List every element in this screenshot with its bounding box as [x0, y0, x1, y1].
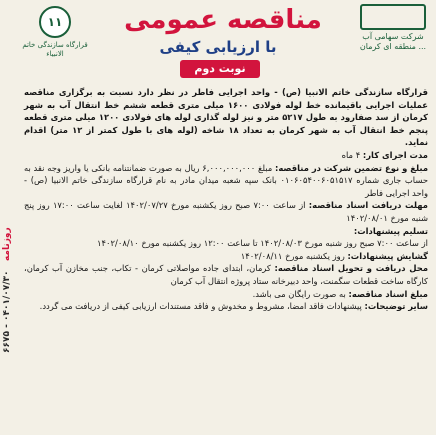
- open-value: روز یکشنبه مورخ ۱۴۰۲/۰۸/۱۱: [240, 250, 345, 261]
- fee-label: مبلغ اسناد مناقصه:: [348, 288, 428, 299]
- receive-label: مهلت دریافت اسناد مناقصه:: [308, 200, 428, 211]
- fee-line: [24, 288, 428, 301]
- place-value: کرمان، ابتدای جاده مواصلاتی کرمان - تکاب، جنب مخازن آب کرمان، کارگاه ساخت قطعات سگمنت، واحد دبیرخانه ستاد پروژه انتقال آب کرمان: [24, 263, 428, 286]
- side-strip-text: [2, 145, 16, 435]
- duration-value: ۴ ماه: [341, 149, 361, 160]
- issue-code: ۰۴۰۱/۰۷/۳۰ - ۶۶۷۵: [2, 270, 12, 353]
- paper-name: روزنامه: [2, 227, 12, 261]
- guarantee-label: مبلغ و نوع تضمین شرکت در مناقصه:: [274, 162, 429, 173]
- place-line: [24, 262, 428, 287]
- fee-value: به صورت رایگان می باشد.: [252, 288, 346, 299]
- submit-label: تسلیم پیشنهادات:: [353, 225, 428, 236]
- duration-line: [24, 149, 428, 162]
- right-org-text: شرکت سهامی آب منطقه ای کرمان ...: [359, 32, 427, 51]
- receive-line: [24, 199, 428, 224]
- open-label: گشایش پیشنهادات:: [347, 250, 428, 261]
- seal-icon: ۱۱: [39, 6, 71, 38]
- notice-body: [24, 86, 428, 313]
- org-caption: قرارگاه سازندگی خاتم الانبیاء: [22, 41, 88, 58]
- notes-line: [24, 300, 428, 313]
- side-strip: [2, 145, 16, 435]
- place-label: محل دریافت و تحویل اسناد مناقصه:: [274, 263, 429, 274]
- notes-value: پیشنهادات فاقد امضا، مشروط و مخدوش و فاقد مستندات ارزیابی کیفی از دریافت می گردد.: [39, 301, 362, 312]
- intro-paragraph: قرارگاه سازندگی خاتم الانبیا (ص) - واحد اجرایی فاطر در نظر دارد نسبت به برگزاری مناقصه عملیات اجرایی باقیمانده خط لوله فولادی ۱۶۰۰ میلی متری قطعه ششم خط انتقال آب به شهر کرمان از سد صفارود به طول ۵۲۱۷ متر و نیز لوله گذاری لوله های فولادی ۱۲۰۰ میلی متری قطعه پنجم خط انتقال آب به شهر کرمان به تعداد ۱۸ شاخه (لوله های با طول کمتر از ۱۲ متر) اقدام نماید.: [24, 87, 428, 148]
- notice-subtitle: با ارزیابی کیفی: [159, 38, 277, 56]
- receive-value: از ساعت ۷:۰۰ صبح روز یکشنبه مورخ ۱۴۰۲/۰۷/۲۷ لغایت ساعت ۱۷:۰۰ روز پنج شنبه مورخ ۱۴۰۲/۰۸/۰۱: [24, 200, 428, 223]
- guarantee-line: [24, 162, 428, 200]
- open-line: [24, 250, 428, 263]
- round-badge: نوبت دوم: [180, 60, 260, 78]
- logo-icon: [360, 4, 426, 30]
- notes-label: سایر توضیحات:: [364, 301, 428, 312]
- right-emblem: [356, 4, 430, 52]
- guarantee-value: مبلغ ۶,۰۰۰,۰۰۰,۰۰۰ ریال به صورت ضمانتنامه بانکی یا واریز وجه نقد به حساب جاری شماره ۰۱۰۶۰۵۴۰۰۶۰۵۱۵۱۷ بانک سپه شعبه میدان مادر به نام قرارگاه سازندگی خاتم الانبیا (ص) - واحد اجرایی فاطر: [24, 162, 428, 198]
- notice-title: مناقصه عمومی: [124, 5, 322, 35]
- left-emblem: [20, 6, 90, 59]
- duration-label: مدت اجرای کار:: [362, 149, 428, 160]
- submit-value: از ساعت ۷:۰۰ صبح روز شنبه مورخ ۱۴۰۲/۰۸/۰۳ تا ساعت ۱۲:۰۰ روز یکشنبه مورخ ۱۴۰۲/۰۸/۱۰: [97, 238, 428, 249]
